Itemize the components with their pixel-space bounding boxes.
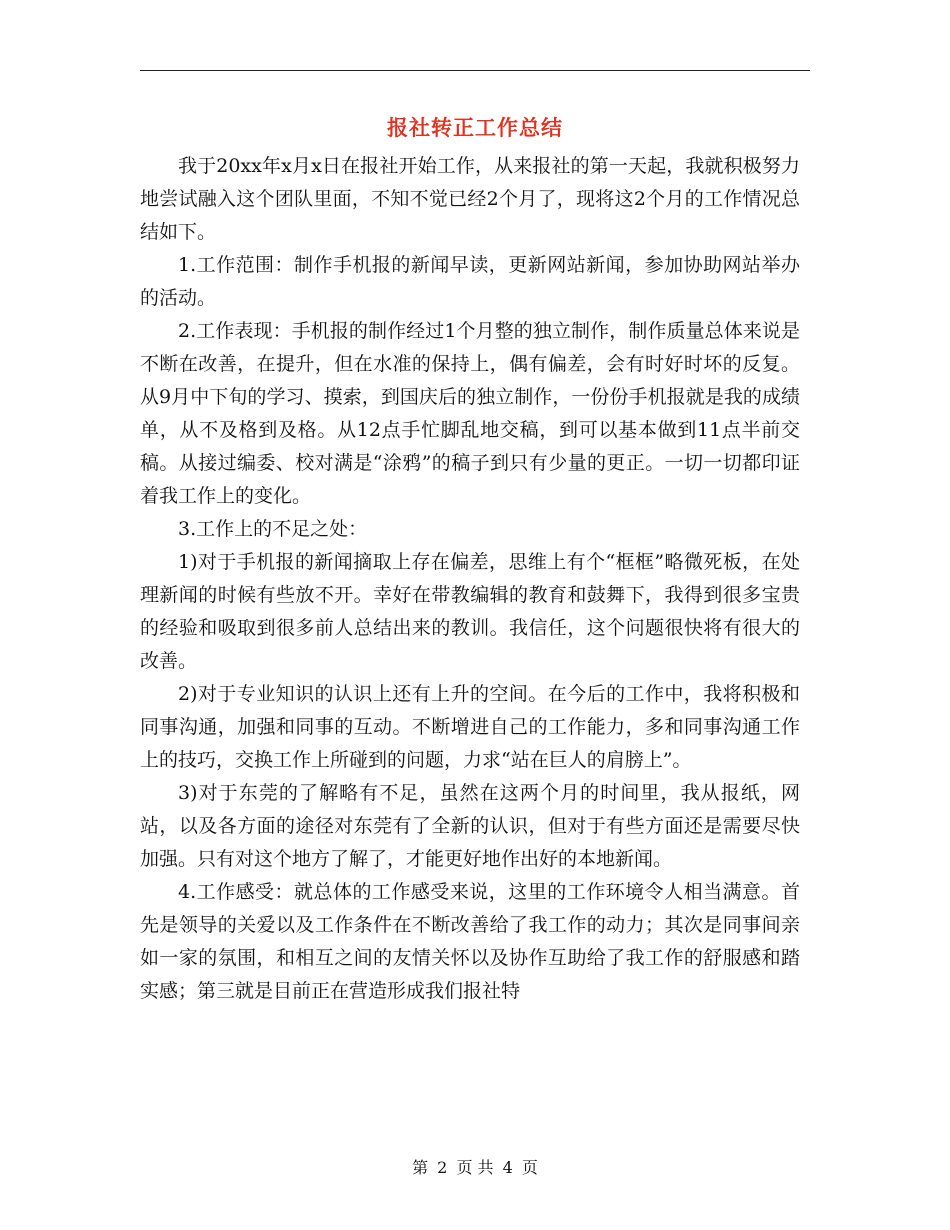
footer-middle: 页 共 <box>456 1158 494 1177</box>
paragraph-work-performance: 2.工作表现：手机报的制作经过1个月整的独立制作，制作质量总体来说是不断在改善，在提升，但在水准的保持上，偶有偏差，会有时好时坏的反复。从9月中下旬的学习、摸索，到国庆后的独立制作，一份份手机报就是我的成绩单，从不及格到及格。从12点手忙脚乱地交稿，到可以基本做到11点半前交稿。从接过编委、校对满是“涂鸦”的稿子到只有少量的更正。一切一切都印证着我工作上的变化。 <box>140 320 800 507</box>
footer-suffix: 页 <box>521 1158 538 1177</box>
document-title: 报社转正工作总结 <box>387 115 563 140</box>
document-body <box>140 150 800 1008</box>
paragraph-shortcoming-3: 3)对于东莞的了解略有不足，虽然在这两个月的时间里，我从报纸，网站，以及各方面的途径对东莞有了全新的认识，但对于有些方面还是需要尽快加强。只有对这个地方了解了，才能更好地作出好的本地新闻。 <box>140 782 800 870</box>
paragraph-work-scope: 1.工作范围：制作手机报的新闻早读，更新网站新闻，参加协助网站举办的活动。 <box>140 254 800 309</box>
paragraph-work-feelings: 4.工作感受：就总体的工作感受来说，这里的工作环境令人相当满意。首先是领导的关爱以及工作条件在不断改善给了我工作的动力；其次是同事间亲如一家的氛围，和相互之间的友情关怀以及协作互助给了我工作的舒服感和踏实感；第三就是目前正在营造形成我们报社特 <box>140 881 800 1002</box>
paragraph-intro: 我于20xx年x月x日在报社开始工作，从来报社的第一天起，我就积极努力地尝试融入这个团队里面，不知不觉已经2个月了，现将这2个月的工作情况总结如下。 <box>140 155 800 243</box>
paragraph-shortcomings-heading: 3.工作上的不足之处： <box>178 518 368 540</box>
paragraph-shortcoming-1: 1)对于手机报的新闻摘取上存在偏差，思维上有个“框框”略微死板，在处理新闻的时候有些放不开。幸好在带教编辑的教育和鼓舞下，我得到很多宝贵的经验和吸取到很多前人总结出来的教训。我信任，这个问题很快将有很大的改善。 <box>140 551 800 672</box>
header-rule <box>140 70 810 71</box>
footer-current-page: 2 <box>437 1158 448 1177</box>
footer-prefix: 第 <box>412 1158 429 1177</box>
page-footer <box>0 1155 950 1178</box>
footer-total-pages: 4 <box>502 1158 513 1177</box>
paragraph-shortcoming-2: 2)对于专业知识的认识上还有上升的空间。在今后的工作中，我将积极和同事沟通，加强和同事的互动。不断增进自己的工作能力，多和同事沟通工作上的技巧，交换工作上所碰到的问题，力求“站在巨人的肩膀上”。 <box>140 683 800 771</box>
